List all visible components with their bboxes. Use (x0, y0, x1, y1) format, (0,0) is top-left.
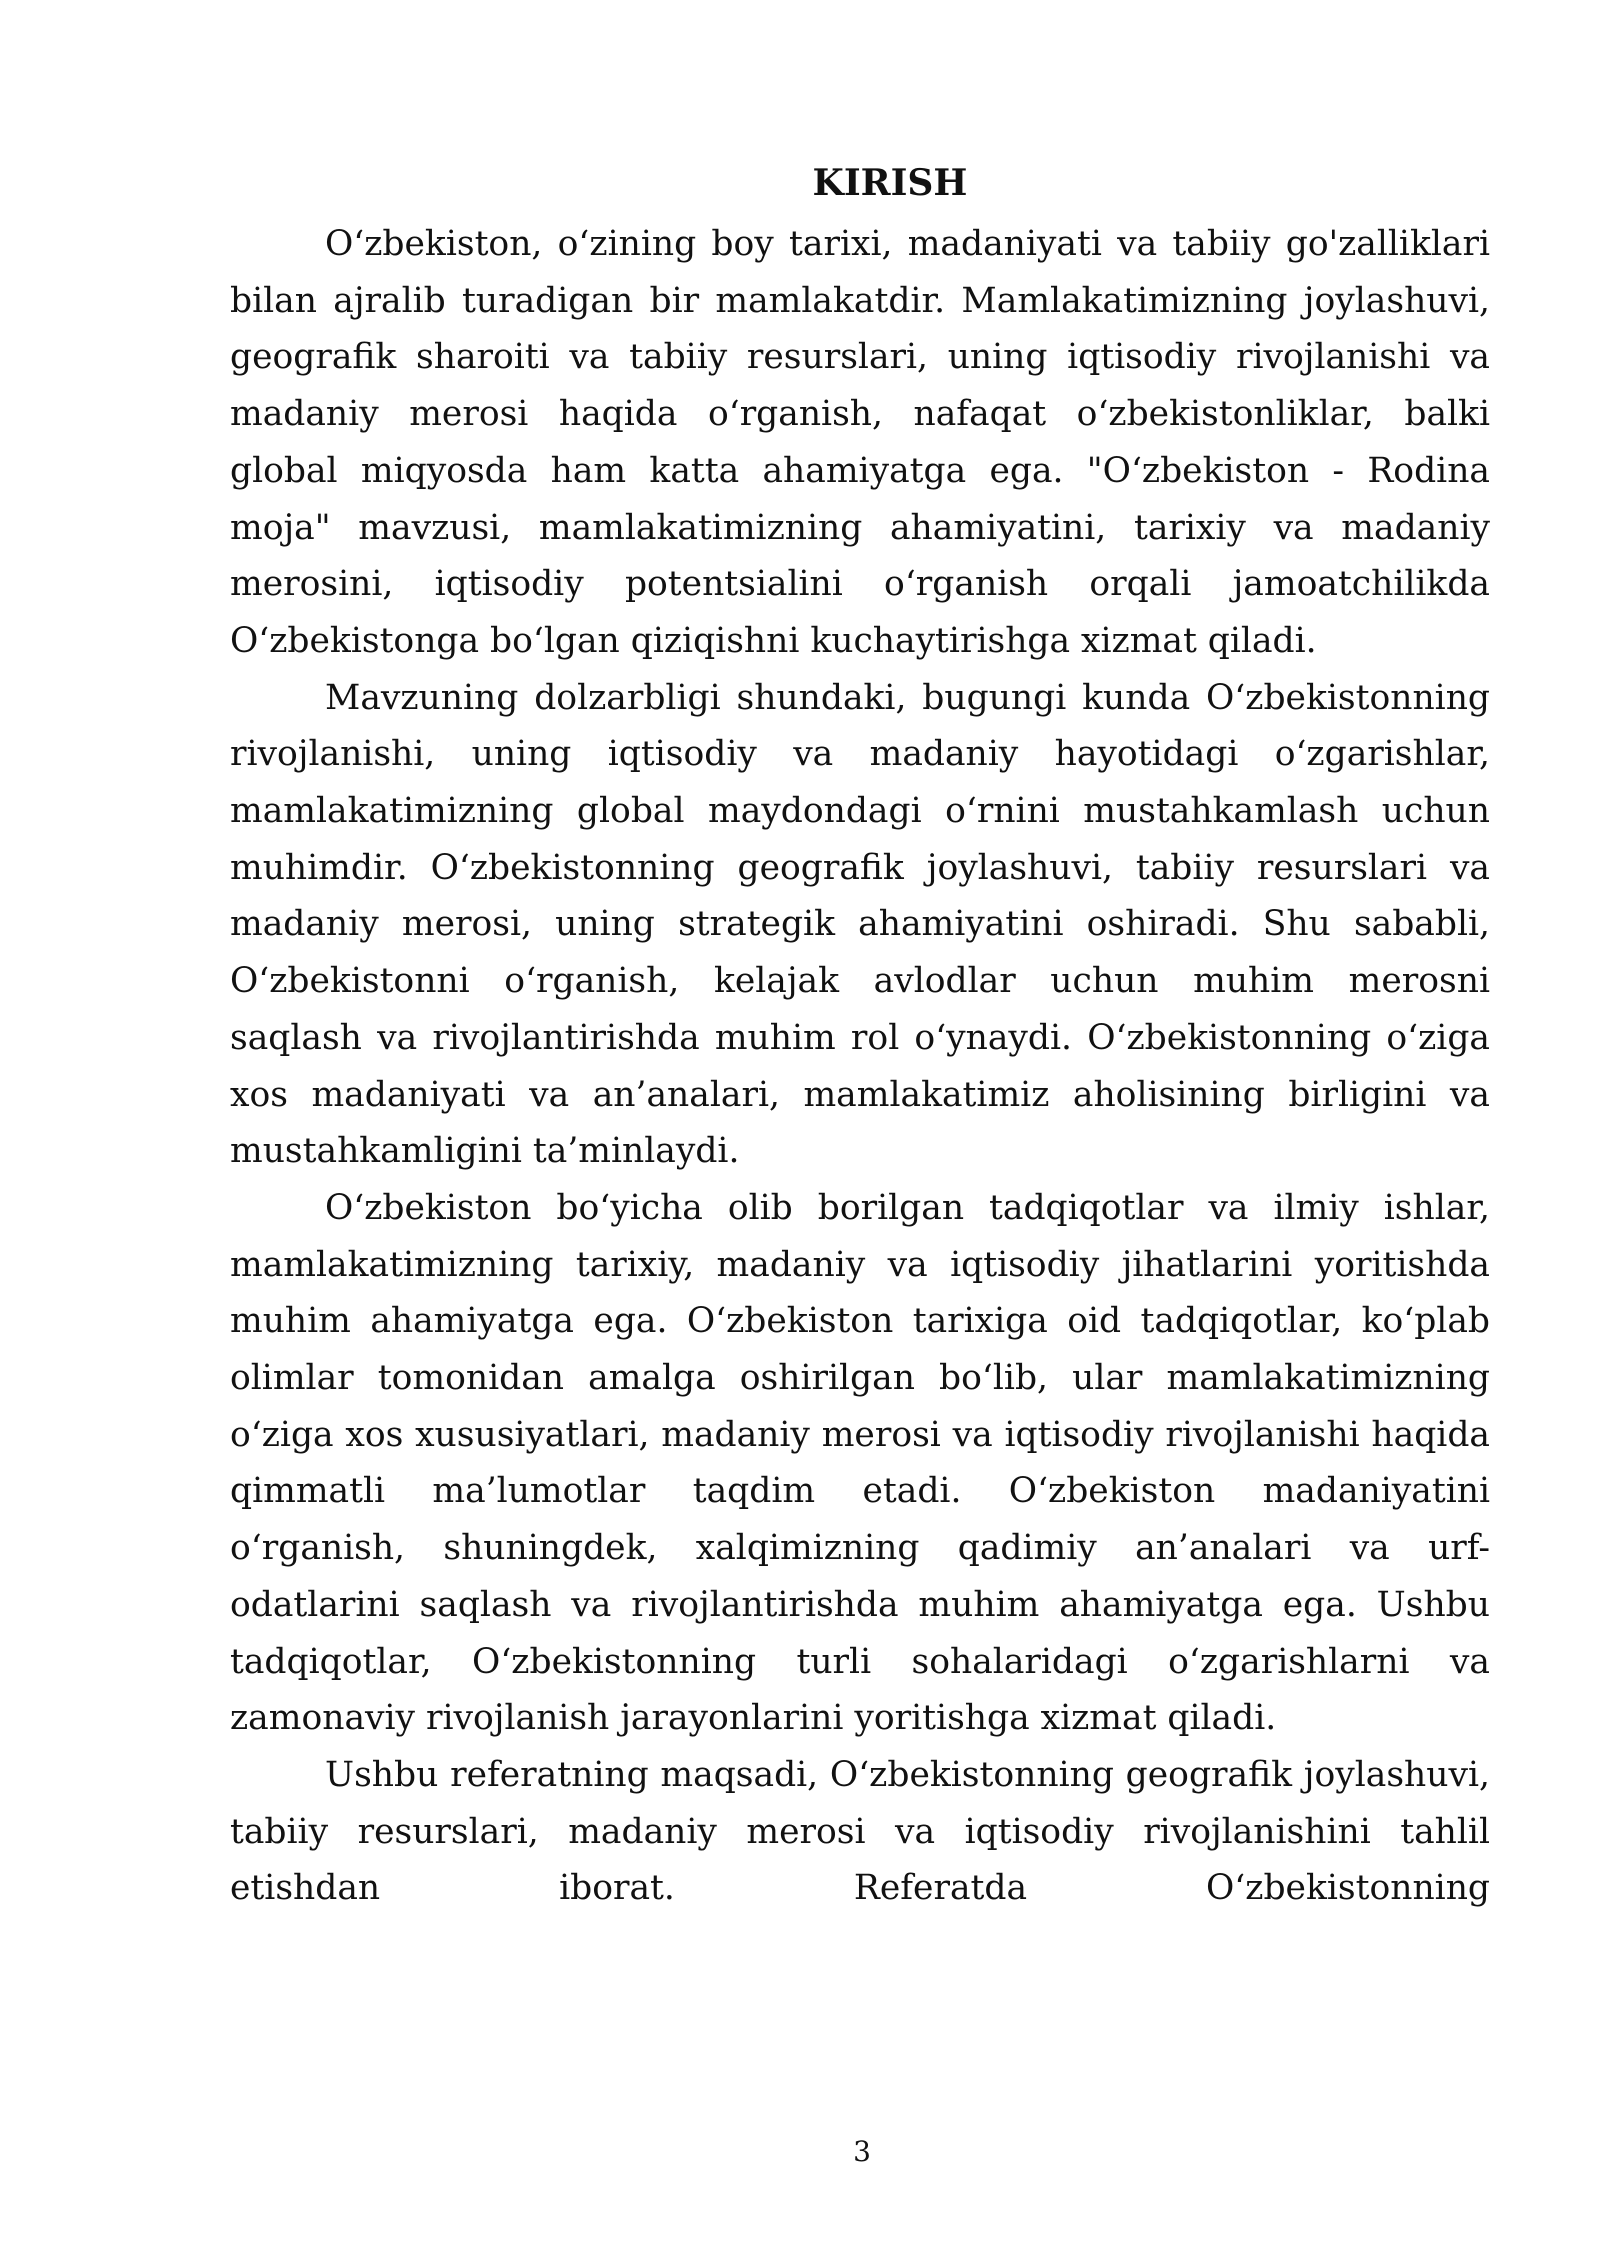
document-page (230, 150, 1490, 1917)
paragraph-2: Mavzuning dolzarbligi shundaki, bugungi kunda O‘zbekistonning rivojlanishi, uning iqtisodiy va madaniy hayotidagi o‘zgarishlar, mamlakatimizning global maydondagi o‘rnini mustahkamlash uchun muhimdir. O‘zbekistonning geografik joylashuvi, tabiiy resurslari va madaniy merosi, uning strategik ahamiyatini oshiradi. Shu sababli, O‘zbekistonni o‘rganish, kelajak avlodlar uchun muhim merosni saqlash va rivojlantirishda muhim rol o‘ynaydi. O‘zbekistonning o‘ziga xos madaniyati va an’analari, mamlakatimiz aholisining birligini va mustahkamligini ta’minlaydi. (230, 677, 1490, 1172)
paragraph-3: O‘zbekiston bo‘yicha olib borilgan tadqiqotlar va ilmiy ishlar, mamlakatimizning tarixiy, madaniy va iqtisodiy jihatlarini yoritishda muhim ahamiyatga ega. O‘zbekiston tarixiga oid tadqiqotlar, ko‘plab olimlar tomonidan amalga oshirilgan bo‘lib, ular mamlakatimizning o‘ziga xos xususiyatlari, madaniy merosi va iqtisodiy rivojlanishi haqida qimmatli ma’lumotlar taqdim etadi. O‘zbekiston madaniyatini o‘rganish, shuningdek, xalqimizning qadimiy an’analari va urf-odatlarini saqlash va rivojlantirishda muhim ahamiyatga ega. Ushbu tadqiqotlar, O‘zbekistonning turli sohalaridagi o‘zgarishlarni va zamonaviy rivojlanish jarayonlarini yoritishga xizmat qiladi. (230, 1187, 1490, 1739)
paragraph-1: O‘zbekiston, o‘zining boy tarixi, madaniyati va tabiiy go'zalliklari bilan ajralib turadigan bir mamlakatdir. Mamlakatimizning joylashuvi, geografik sharoiti va tabiiy resurslari, uning iqtisodiy rivojlanishi va madaniy merosi haqida o‘rganish, nafaqat o‘zbekistonliklar, balki global miqyosda ham katta ahamiyatga ega. "O‘zbekiston - Rodina moja" mavzusi, mamlakatimizning ahamiyatini, tarixiy va madaniy merosini, iqtisodiy potentsialini o‘rganish orqali jamoatchilikda O‘zbekistonga bo‘lgan qiziqishni kuchaytirishga xizmat qiladi. (230, 224, 1490, 661)
page-number: 3 (853, 2135, 871, 2168)
paragraph-4: Ushbu referatning maqsadi, O‘zbekistonning geografik joylashuvi, tabiiy resurslari, madaniy merosi va iqtisodiy rivojlanishini tahlil etishdan iborat. Referatda O‘zbekistonning (230, 1754, 1490, 1909)
section-title: KIRISH (812, 162, 968, 204)
